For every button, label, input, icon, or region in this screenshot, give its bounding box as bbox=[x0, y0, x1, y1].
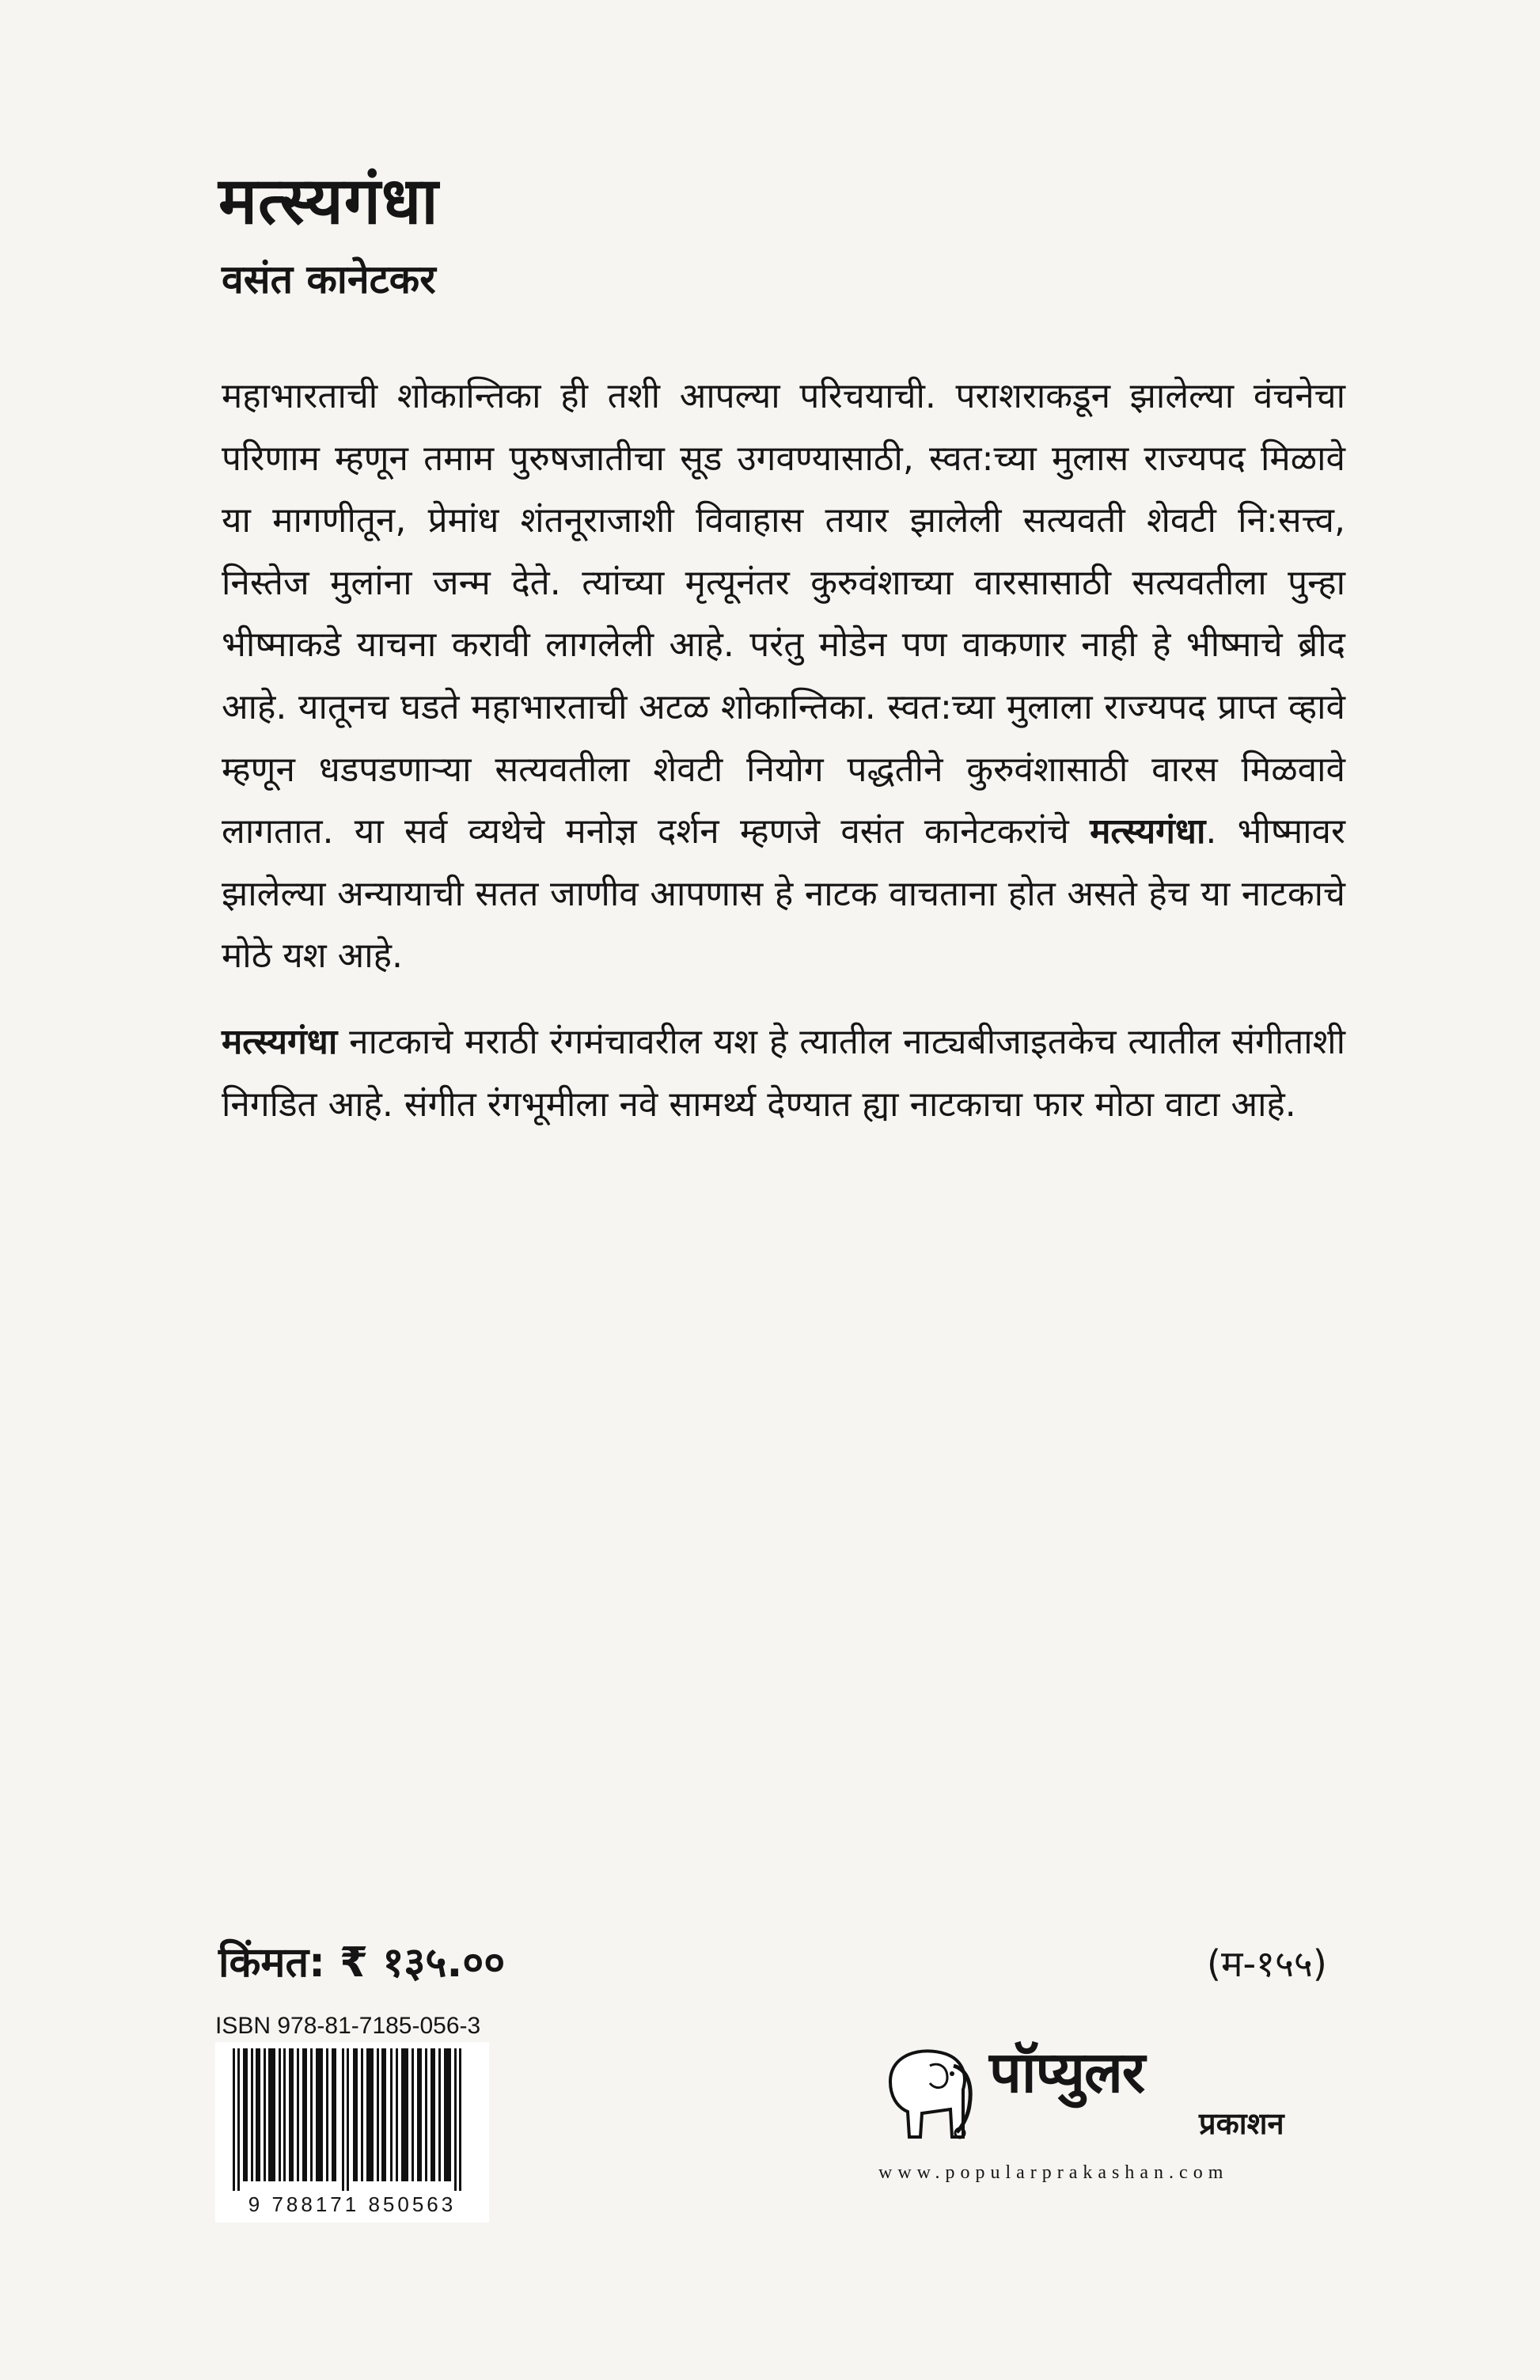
description-paragraph-1 bbox=[222, 366, 1345, 988]
elephant-icon bbox=[874, 2034, 985, 2153]
description-title-emphasis: मत्स्यगंधा bbox=[222, 1021, 338, 1062]
barcode bbox=[215, 2042, 489, 2222]
book-author: वसंत कानेटकर bbox=[222, 256, 436, 302]
book-description bbox=[222, 366, 1345, 1160]
description-text: . भीष्मावर झालेल्या अन्यायाची सतत जाणीव आपणास हे नाटक वाचताना होत असते हेच या नाटकाचे मोठे यश आहे. bbox=[222, 811, 1345, 977]
description-title-emphasis: मत्स्यगंधा bbox=[1090, 811, 1206, 852]
barcode-bars bbox=[223, 2048, 481, 2191]
isbn-label: ISBN 978-81-7185-056-3 bbox=[215, 2013, 481, 2039]
description-text: महाभारताची शोकान्तिका ही तशी आपल्या परिचयाची. पराशराकडून झालेल्या वंचनेचा परिणाम म्हणून तमाम पुरुषजातीचा सूड उगवण्यासाठी, स्वत:च्या मुलास राज्यपद मिळावे या मागणीतून, प्रेमांध शंतनूराजाशी विवाहास तयार झालेली सत्यवती शेवटी नि:सत्त्व, निस्तेज मुलांना जन्म देते. त्यांच्या मृत्यूनंतर कुरुवंशाच्या वारसासाठी सत्यवतीला पुन्हा भीष्माकडे याचना करावी लागलेली आहे. परंतु मोडेन पण वाकणार नाही हे भीष्माचे ब्रीद आहे. यातूनच घडते महाभारताची अटळ शोकान्तिका. स्वत:च्या मुलाला राज्यपद प्राप्त व्हावे म्हणून धडपडणाऱ्या सत्यवतीला शेवटी नियोग पद्धतीने कुरुवंशासाठी वारस मिळवावे लागतात. या सर्व व्यथेचे मनोज्ञ दर्शन म्हणजे वसंत कानेटकरांचे bbox=[222, 376, 1345, 852]
publisher-logo bbox=[874, 2026, 1349, 2192]
publisher-name: पॉप्युलर bbox=[989, 2039, 1145, 2105]
description-paragraph-2 bbox=[222, 1012, 1345, 1136]
catalog-code: (म-१५५) bbox=[1207, 1942, 1327, 1985]
price-label: किंमत: ₹ १३५.०० bbox=[218, 1939, 506, 1987]
publisher-subtitle: प्रकाशन bbox=[1199, 2106, 1284, 2141]
barcode-digits: 9 788171 850563 bbox=[248, 2192, 457, 2216]
publisher-website[interactable]: www.popularprakashan.com bbox=[878, 2162, 1229, 2183]
description-text: नाटकाचे मराठी रंगमंचावरील यश हे त्यातील नाट्यबीजाइतकेच त्यातील संगीताशी निगडित आहे. संगीत रंगभूमीला नवे सामर्थ्य देण्यात ह्या नाटकाचा फार मोठा वाटा आहे. bbox=[222, 1021, 1345, 1125]
book-title: मत्स्यगंधा bbox=[218, 164, 439, 239]
